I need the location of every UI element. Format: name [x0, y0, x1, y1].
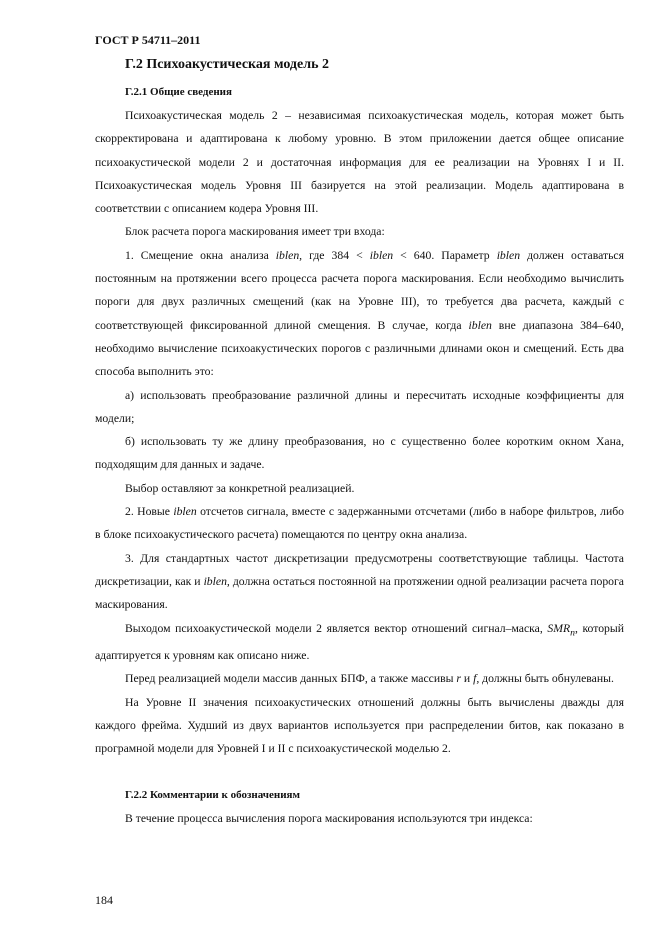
- paragraph-intro: Психоакустическая модель 2 – независимая психоакустическая модель, которая может быть скорректирована и адаптирована к любому уровню. В этом приложении дается общее описание психоакустической модели 2 и достаточная информация для ее реализации на Уровнях I и II. Психоакустическая модель Уровня III базируется на этой реализации. Модель адаптирована в соответствии с описанием кодера Уровня III.: [95, 109, 624, 216]
- var-iblen: iblen: [369, 248, 394, 262]
- paragraph-input-2: 2. Новые iblen отсчетов сигнала, вместе с задержанными отсчетами (либо в наборе фильтров, либо в блоке психоакустического расчета) помещаются по центру окна анализа.: [95, 505, 625, 542]
- var-iblen: iblen: [496, 248, 521, 262]
- paragraph-input-1: 1. Смещение окна анализа iblen, где 384 < iblen < 640. Параметр iblen должен оставаться постоянным на протяжении всего процесса расчета порога маскирования. Если необходимо вычислить пороги для двух различных смещений (как на Уровне III), то требуется два расчета, каждый с соответствующей фиксированной длиной смещения. В случае, когда iblen вне диапазона 384–640, необходимо вычисление психоакустических порогов с различными длинами окон и смещений. Есть два способа выполнить это:: [95, 248, 624, 379]
- page-number: 184: [95, 893, 113, 907]
- var-r: r: [456, 672, 461, 686]
- var-f: f,: [473, 672, 480, 686]
- var-iblen: iblen: [173, 505, 197, 519]
- paragraph-indices: В течение процесса вычисления порога маскирования используются три индекса:: [125, 811, 533, 825]
- section-title: Г.2 Психоакустическая модель 2: [125, 57, 329, 72]
- subsection-general: Г.2.1 Общие сведения: [125, 86, 232, 98]
- paragraph-option-b: б) использовать ту же длину преобразования, но с существенно более коротким окном Хана, подходящим для данных и задаче.: [95, 435, 624, 472]
- paragraph-output: Выходом психоакустической модели 2 является вектор отношений сигнал–маска, $SMR_n$, который адаптируется к уровням как описано ниже.: [95, 621, 624, 663]
- var-iblen: iblen,: [203, 574, 230, 588]
- paragraph-option-a: а) использовать преобразование различной длины и пересчитать исходные коэффициенты для модели;: [95, 388, 624, 425]
- paragraph-choice: Выбор оставляют за конкретной реализацией.: [125, 481, 355, 495]
- var-smr: SMR: [547, 621, 571, 635]
- main-content: [95, 57, 624, 830]
- subsection-notation: Г.2.2 Комментарии к обозначениям: [125, 788, 300, 801]
- var-iblen: iblen,: [275, 248, 303, 262]
- var-iblen: iblen: [468, 318, 492, 332]
- var-smr-subscript: n: [570, 626, 575, 638]
- standard-header: ГОСТ Р 54711–2011: [95, 33, 201, 47]
- paragraph-level2: На Уровне II значения психоакустических отношений должны быть вычислены дважды для каждого фрейма. Худший из двух вариантов используется при распределении битов, как показано в програмной модели для Уровней I и II с психоакустической моделью 2.: [95, 695, 624, 756]
- paragraph-reset: Перед реализацией модели массив данных БПФ, а также массивы r и f, должны быть обнулеваны.: [125, 672, 614, 686]
- paragraph-input-3: 3. Для стандартных частот дискретизации предусмотрены соответствующие таблицы. Частота дискретизации, как и iblen, должна остаться постоянной на протяжении одной реализации расчета порога маскирования.: [95, 551, 624, 612]
- paragraph-inputs: Блок расчета порога маскирования имеет три входа:: [125, 225, 385, 239]
